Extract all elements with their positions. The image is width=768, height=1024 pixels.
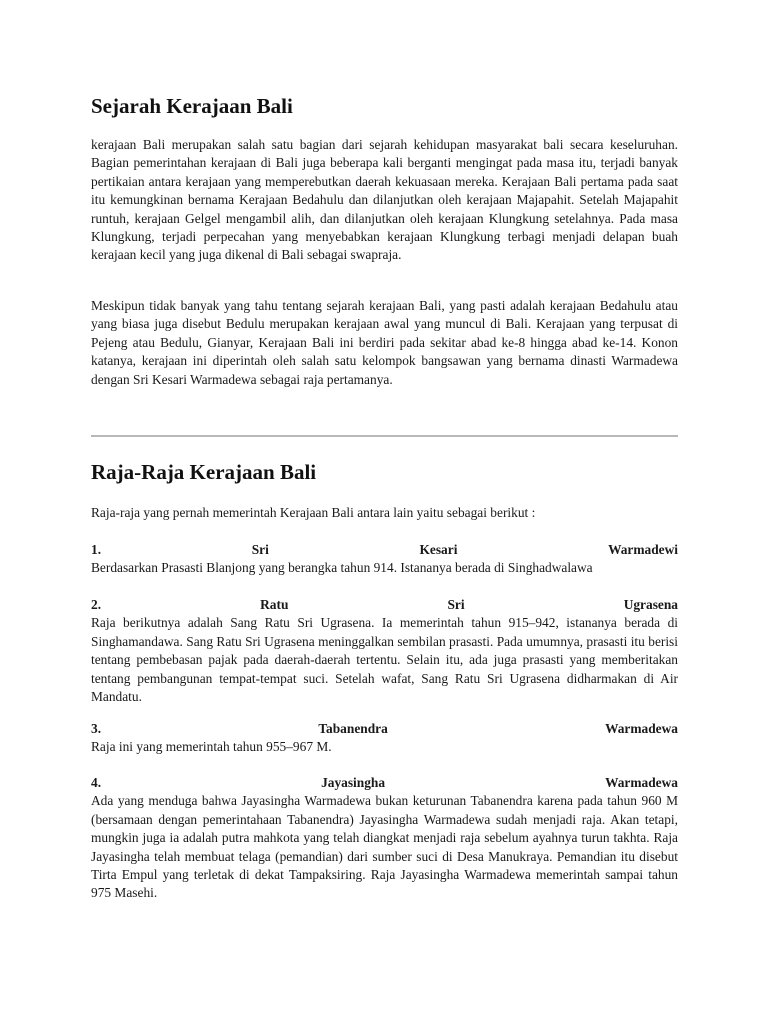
king-name-word: Kesari: [419, 542, 458, 557]
king-name-word: Jayasingha: [321, 775, 386, 790]
king-entry-text: Raja ini yang memerintah tahun 955–967 M.: [91, 739, 332, 755]
paragraph-intro-history: kerajaan Bali merupakan salah satu bagian dari sejarah kehidupan masyarakat bali secara keseluruhan. Bagian pemerintahan kerajaan di Bali juga beberapa kali berganti mengingat pada masa itu, terjadi banyak pertikaian antara kerajaan yang memperebutkan daerah kekuasaan mereka. Kerajaan Bali pertama pada saat itu kemungkinan bernama Kerajaan Bedahulu dan dilanjutkan oleh kerajaan Majapahit. Setelah Majapahit runtuh, kerajaan Gelgel mengambil alih, dan dilanjutkan oleh kerajaan Klungkung setelahnya. Pada masa Klungkung, terjadi perpecahan yang menyebabkan kerajaan Klungkung terbagi menjadi delapan buah kerajaan kecil yang juga dikenal di Bali sebagai swapraja.: [91, 137, 678, 263]
entry-number: 3.: [91, 721, 102, 736]
horizontal-divider: [91, 435, 678, 437]
king-entry-1: [91, 541, 678, 578]
kings-intro-text: Raja-raja yang pernah memerintah Kerajaan Bali antara lain yaitu sebagai berikut :: [91, 505, 536, 520]
king-entry-2: [91, 596, 678, 706]
king-entry-text: Ada yang menduga bahwa Jayasingha Warmadewa bukan keturunan Tabanendra karena pada tahun 960 M (bersamaan dengan pemerintahaan Tabanendra) Jayasingha Warmadewa sudah menjadi raja. Akan tetapi, mungkin juga ia adalah putra mahkota yang telah diangkat menjadi raja sebelum ayahnya turun takhta. Raja Jayasingha telah membuat telaga (pemandian) dari sumber suci di Desa Manukraya. Pemandian itu disebut Tirta Empul yang terletak di dekat Tampaksiring. Raja Jayasingha Warmadewa memerintah sampai tahun 975 Masehi.: [91, 793, 678, 901]
king-entry-4: [91, 774, 678, 903]
king-name-word: Sri: [447, 597, 465, 612]
king-entry-text: Raja berikutnya adalah Sang Ratu Sri Ugrasena. Ia memerintah tahun 915–942, istananya berada di Singhamandawa. Sang Ratu Sri Ugrasena meninggalkan sembilan prasasti. Pada umumnya, prasasti itu berisi tentang pembebasan pajak pada daerah-daerah tertentu. Selain itu, ada juga prasasti yang memberitakan tentang pembangunan tempat-tempat suci. Setelah wafat, Sang Ratu Sri Ugrasena didharmakan di Air Mandatu.: [91, 615, 678, 705]
king-entry-3: [91, 720, 678, 757]
king-name-word: Warmadewi: [608, 542, 678, 557]
king-name-word: Sri: [251, 542, 269, 557]
king-entry-heading: [91, 541, 678, 559]
entry-number: 1.: [91, 542, 102, 557]
section-title-raja: Raja-Raja Kerajaan Bali: [91, 460, 317, 484]
king-entry-heading: [91, 596, 678, 614]
king-name-word: Ugrasena: [623, 597, 678, 612]
entry-number: 2.: [91, 597, 102, 612]
king-name-word: Warmadewa: [605, 721, 678, 736]
king-entry-text: Berdasarkan Prasasti Blanjong yang berangka tahun 914. Istananya berada di Singhadwalawa: [91, 560, 593, 576]
king-entry-heading: [91, 720, 678, 738]
section-title-sejarah: Sejarah Kerajaan Bali: [91, 94, 293, 118]
entry-number: 4.: [91, 775, 102, 790]
king-name-word: Ratu: [260, 597, 289, 612]
king-name-word: Warmadewa: [605, 775, 678, 790]
king-entry-heading: [91, 774, 678, 792]
king-name-word: Tabanendra: [318, 721, 388, 736]
paragraph-bedahulu: Meskipun tidak banyak yang tahu tentang sejarah kerajaan Bali, yang pasti adalah kerajaan Bedahulu atau yang biasa juga disebut Bedulu merupakan kerajaan awal yang muncul di Bali. Kerajaan yang terpusat di Pejeng atau Bedulu, Gianyar, Kerajaan Bali ini berdiri pada sekitar abad ke-8 hingga abad ke-14. Konon katanya, kerajaan ini diperintah oleh salah satu kelompok bangsawan yang bernama dinasti Warmadewa dengan Sri Kesari Warmadewa sebagai raja pertamanya.: [91, 298, 678, 387]
